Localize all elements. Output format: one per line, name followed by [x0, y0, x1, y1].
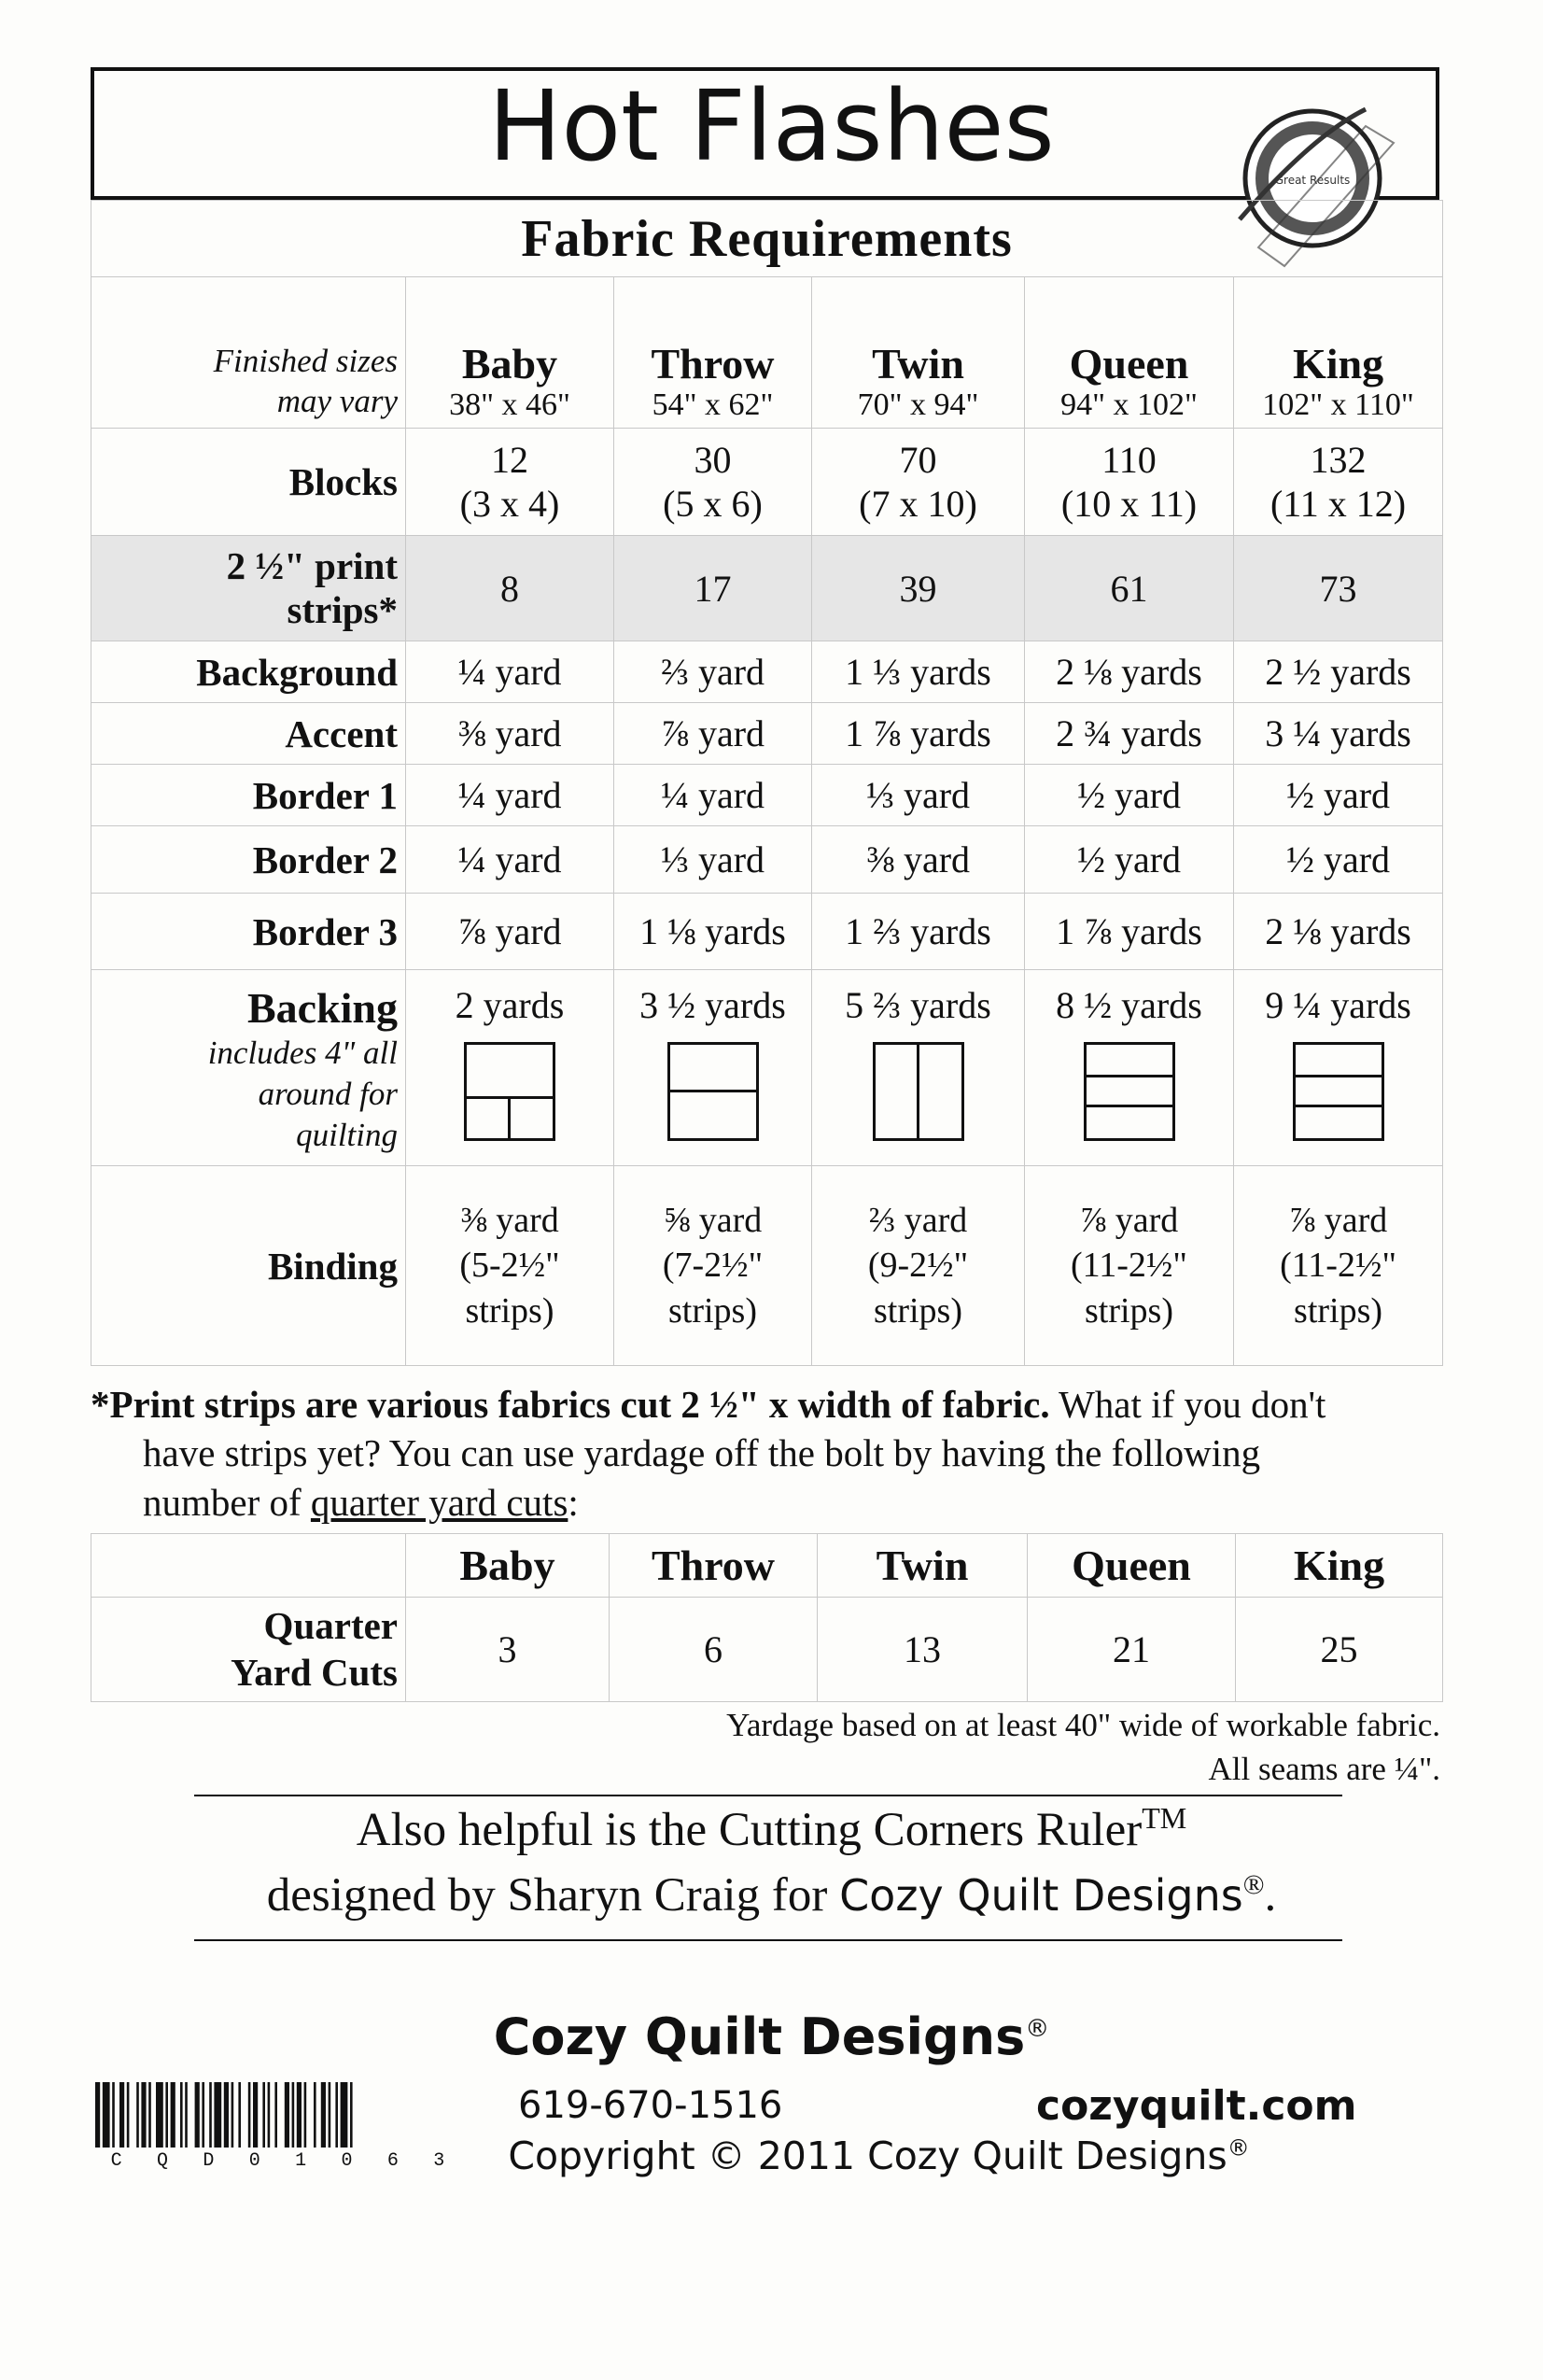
table-cell: 2 ¾ yards	[1025, 703, 1234, 765]
row-label: Border 3	[91, 894, 406, 970]
barcode-bar	[171, 2082, 175, 2148]
phone-number: 619-670-1516	[518, 2084, 783, 2127]
label-line: Quarter	[263, 1604, 398, 1648]
binding-strips-suffix: strips)	[465, 1290, 554, 1331]
label-line: Yard Cuts	[231, 1650, 398, 1694]
barcode-bar	[95, 2082, 100, 2148]
table-cell: ¼ yard	[406, 826, 614, 894]
yardage-note-line: Yardage based on at least 40" wide of workable fabric.	[726, 1707, 1440, 1743]
trademark-mark: TM	[1142, 1801, 1187, 1835]
footnote-text: :	[568, 1480, 579, 1524]
empty-cell	[91, 1534, 406, 1598]
table-cell	[614, 1166, 812, 1366]
print-strips-footnote	[91, 1380, 1435, 1527]
note-line: Finished sizes	[213, 342, 398, 379]
barcode-bar	[148, 2082, 151, 2148]
size-header-king	[1234, 277, 1443, 429]
barcode-bar	[195, 2082, 200, 2148]
barcode-bar	[165, 2082, 168, 2148]
registered-mark: ®	[1227, 2134, 1250, 2162]
table-cell	[1025, 970, 1234, 1166]
size-dims: 54" x 62"	[652, 387, 774, 422]
table-cell: 1 ⅔ yards	[812, 894, 1025, 970]
table-cell: ¼ yard	[614, 765, 812, 826]
table-cell: 2 ⅛ yards	[1025, 641, 1234, 703]
binding-yardage: ⅞ yard	[1288, 1200, 1388, 1240]
barcode-char: 1	[295, 2150, 307, 2172]
border1-row	[91, 765, 1443, 826]
border2-row	[91, 826, 1443, 894]
seam-line	[1296, 1075, 1382, 1077]
barcode-bar	[119, 2082, 124, 2148]
binding-yardage: ⅝ yard	[663, 1200, 763, 1240]
block-layout: (7 x 10)	[859, 483, 977, 525]
label-line: strips*	[287, 588, 398, 631]
barcode-bar	[297, 2082, 302, 2148]
divider	[194, 1939, 1342, 1941]
barcode-bar	[248, 2082, 251, 2148]
barcode-bar	[274, 2082, 277, 2148]
divider	[194, 1795, 1342, 1796]
table-cell: 13	[818, 1598, 1028, 1702]
qy-values-row	[91, 1598, 1443, 1702]
row-label: Border 2	[91, 826, 406, 894]
registered-mark: ®	[1025, 2015, 1050, 2043]
helpful-line	[0, 1797, 1543, 1863]
table-cell	[1234, 1166, 1443, 1366]
binding-row	[91, 1166, 1443, 1366]
barcode-bar	[185, 2082, 188, 2148]
barcode-bar	[341, 2082, 348, 2148]
row-label	[91, 970, 406, 1166]
barcode-bar	[321, 2082, 326, 2148]
note-line: around for	[258, 1075, 398, 1112]
table-cell: ¼ yard	[406, 641, 614, 703]
size-header-row	[91, 277, 1443, 429]
backing-seam-diagram	[873, 1042, 964, 1141]
table-cell	[812, 429, 1025, 536]
table-cell: 21	[1028, 1598, 1236, 1702]
footnote-text: What if you don't	[1049, 1383, 1326, 1426]
size-name: Queen	[1069, 340, 1189, 388]
barcode-bar	[231, 2082, 234, 2148]
yardage-note	[726, 1703, 1440, 1792]
seam-line	[508, 1096, 511, 1138]
table-cell	[1234, 429, 1443, 536]
backing-yardage: 5 ⅔ yards	[845, 984, 991, 1026]
block-count: 70	[899, 439, 937, 481]
helpful-line	[0, 1863, 1543, 1928]
barcode-bar	[202, 2082, 204, 2148]
helpful-note	[0, 1797, 1543, 1929]
barcode-bar	[103, 2082, 110, 2148]
backing-seam-diagram	[1293, 1042, 1384, 1141]
barcode-bar	[180, 2082, 183, 2148]
binding-strips-suffix: strips)	[874, 1290, 962, 1331]
binding-strips: (11-2½"	[1071, 1246, 1187, 1286]
table-cell: 1 ⅞ yards	[812, 703, 1025, 765]
qy-size-header: Throw	[610, 1534, 818, 1598]
table-cell: 73	[1234, 536, 1443, 641]
table-cell	[1025, 429, 1234, 536]
table-cell: ⅔ yard	[614, 641, 812, 703]
table-cell: 2 ⅛ yards	[1234, 894, 1443, 970]
block-layout: (3 x 4)	[459, 483, 560, 525]
barcode-bar	[156, 2082, 163, 2148]
seam-line	[1087, 1105, 1172, 1107]
binding-strips-suffix: strips)	[668, 1290, 757, 1331]
barcode-char: 6	[386, 2150, 399, 2172]
table-cell	[406, 429, 614, 536]
pattern-title: Hot Flashes	[488, 69, 1055, 183]
qy-size-header: Baby	[406, 1534, 610, 1598]
size-dims: 102" x 110"	[1262, 387, 1414, 422]
table-cell	[1025, 1166, 1234, 1366]
barcode-bar	[253, 2082, 258, 2148]
table-cell: ½ yard	[1234, 765, 1443, 826]
table-cell: 1 ⅛ yards	[614, 894, 812, 970]
table-cell: 1 ⅞ yards	[1025, 894, 1234, 970]
barcode-bar	[350, 2082, 353, 2148]
size-header-twin	[812, 277, 1025, 429]
table-cell: ¼ yard	[406, 765, 614, 826]
table-cell: ⅞ yard	[614, 703, 812, 765]
qy-size-header: King	[1236, 1534, 1443, 1598]
table-cell: 2 ½ yards	[1234, 641, 1443, 703]
row-label: Border 1	[91, 765, 406, 826]
footnote-bold: *Print strips are various fabrics cut 2 ½" x width of fabric.	[91, 1383, 1050, 1426]
logo-tagline: Great Results	[1274, 174, 1351, 187]
row-label: Blocks	[91, 429, 406, 536]
barcode-bar	[335, 2082, 338, 2148]
backing-yardage: 2 yards	[455, 984, 565, 1026]
qy-size-header: Twin	[818, 1534, 1028, 1598]
border3-row	[91, 894, 1443, 970]
backing-yardage: 3 ½ yards	[639, 984, 786, 1026]
table-cell: ½ yard	[1025, 765, 1234, 826]
barcode-char: Q	[157, 2150, 169, 2172]
table-cell: 3	[406, 1598, 610, 1702]
helpful-text: designed by Sharyn Craig for	[266, 1869, 840, 1922]
barcode-char: 0	[341, 2150, 353, 2172]
table-cell: ⅞ yard	[406, 894, 614, 970]
table-cell: ⅓ yard	[812, 765, 1025, 826]
label-line: Backing	[246, 984, 398, 1032]
table-cell: 25	[1236, 1598, 1443, 1702]
block-layout: (5 x 6)	[663, 483, 763, 525]
barcode-char: D	[203, 2150, 215, 2172]
table-cell: 61	[1025, 536, 1234, 641]
seam-line	[670, 1090, 756, 1092]
label-line: 2 ½" print	[226, 543, 398, 587]
backing-seam-diagram	[667, 1042, 759, 1141]
backing-seam-diagram	[1084, 1042, 1175, 1141]
note-line: includes 4" all	[207, 1035, 398, 1071]
row-label: Binding	[91, 1166, 406, 1366]
barcode-bar	[238, 2082, 241, 2148]
row-label	[91, 1598, 406, 1702]
table-cell: 17	[614, 536, 812, 641]
registered-mark: ®	[1242, 1869, 1265, 1901]
size-dims: 70" x 94"	[857, 387, 979, 422]
backing-seam-diagram	[464, 1042, 555, 1141]
qy-size-header: Queen	[1028, 1534, 1236, 1598]
footnote-line: have strips yet? You can use yardage off the bolt by having the following	[143, 1431, 1261, 1475]
size-name: Twin	[872, 340, 964, 388]
binding-yardage: ⅜ yard	[460, 1200, 559, 1240]
table-cell: ½ yard	[1025, 826, 1234, 894]
size-name: Baby	[461, 340, 558, 388]
brand-name: Cozy Quilt Designs	[493, 2007, 1026, 2066]
size-dims: 38" x 46"	[449, 387, 570, 422]
binding-strips: (7-2½"	[662, 1246, 764, 1286]
footer-brand	[0, 2007, 1543, 2066]
table-cell: ⅜ yard	[406, 703, 614, 765]
table-cell	[1234, 970, 1443, 1166]
helpful-text: Also helpful is the Cutting Corners Ruler	[356, 1804, 1143, 1856]
binding-strips: (5-2½"	[459, 1246, 560, 1286]
barcode-char: 0	[248, 2150, 260, 2172]
table-cell	[812, 1166, 1025, 1366]
table-cell: ⅓ yard	[614, 826, 812, 894]
table-cell	[406, 1166, 614, 1366]
barcode-bar	[314, 2082, 316, 2148]
brand-name: Cozy Quilt Designs	[839, 1870, 1243, 1922]
copyright-text: Copyright © 2011 Cozy Quilt Designs	[508, 2134, 1227, 2178]
note-line: may vary	[276, 383, 398, 420]
row-label: Background	[91, 641, 406, 703]
block-count: 12	[491, 439, 528, 481]
table-cell: 1 ⅓ yards	[812, 641, 1025, 703]
binding-yardage: ⅔ yard	[868, 1200, 968, 1240]
barcode-bar	[112, 2082, 115, 2148]
block-count: 110	[1101, 439, 1157, 481]
row-label: Accent	[91, 703, 406, 765]
binding-strips-suffix: strips)	[1085, 1290, 1173, 1331]
size-header-queen	[1025, 277, 1234, 429]
table-cell	[614, 970, 812, 1166]
backing-yardage: 9 ¼ yards	[1265, 984, 1411, 1026]
table-cell: 39	[812, 536, 1025, 641]
backing-row	[91, 970, 1443, 1166]
block-layout: (10 x 11)	[1060, 483, 1198, 525]
barcode-bar	[268, 2082, 271, 2148]
subtitle-cell	[91, 201, 1443, 277]
barcode-bar	[292, 2082, 295, 2148]
blocks-row	[91, 429, 1443, 536]
table-cell: 3 ¼ yards	[1234, 703, 1443, 765]
quarter-yard-cuts-term: quarter yard cuts	[310, 1480, 568, 1524]
binding-strips: (11-2½"	[1280, 1246, 1396, 1286]
table-cell: ½ yard	[1234, 826, 1443, 894]
qy-header-row	[91, 1534, 1443, 1598]
size-header-throw	[614, 277, 812, 429]
seam-line	[1296, 1105, 1382, 1107]
size-name: Throw	[651, 340, 775, 388]
subtitle: Fabric Requirements	[521, 209, 1013, 268]
barcode-bar	[329, 2082, 331, 2148]
helpful-text: .	[1264, 1869, 1277, 1922]
barcode-bar	[141, 2082, 146, 2148]
footnote-line	[91, 1478, 1435, 1527]
barcode-char: 3	[433, 2150, 445, 2172]
footnote-text: number of	[143, 1480, 311, 1524]
barcode-bar	[136, 2082, 139, 2148]
size-dims: 94" x 102"	[1060, 387, 1198, 422]
backing-yardage: 8 ½ yards	[1056, 984, 1202, 1026]
table-cell	[812, 970, 1025, 1166]
barcode-text	[93, 2150, 462, 2172]
table-cell: ⅜ yard	[812, 826, 1025, 894]
table-cell	[614, 429, 812, 536]
barcode-char: C	[110, 2150, 122, 2172]
barcode-bar	[224, 2082, 229, 2148]
size-name: King	[1292, 340, 1384, 388]
barcode-bar	[262, 2082, 265, 2148]
seam-line	[917, 1045, 919, 1138]
fabric-requirements-table	[91, 200, 1442, 1365]
block-count: 30	[694, 439, 732, 481]
barcode-bar	[304, 2082, 307, 2148]
accent-row	[91, 703, 1443, 765]
binding-strips: (9-2½"	[867, 1246, 969, 1286]
row-label	[91, 536, 406, 641]
binding-yardage: ⅞ yard	[1079, 1200, 1179, 1240]
table-cell: 6	[610, 1598, 818, 1702]
block-count: 132	[1310, 439, 1367, 481]
barcode-bar	[209, 2082, 212, 2148]
block-layout: (11 x 12)	[1269, 483, 1407, 525]
barcode-bar	[127, 2082, 130, 2148]
note-line: quilting	[296, 1116, 398, 1153]
print-strips-row	[91, 536, 1443, 641]
background-row	[91, 641, 1443, 703]
barcode-bar	[285, 2082, 289, 2148]
binding-strips-suffix: strips)	[1294, 1290, 1383, 1331]
finished-sizes-note	[91, 277, 406, 429]
quarter-yard-cuts-table	[91, 1533, 1442, 1701]
table-cell	[406, 970, 614, 1166]
barcode-bar	[214, 2082, 221, 2148]
website[interactable]: cozyquilt.com	[1036, 2082, 1357, 2130]
seam-line	[1087, 1075, 1172, 1077]
table-cell: 8	[406, 536, 614, 641]
yardage-note-line: All seams are ¼".	[1208, 1751, 1440, 1788]
size-header-baby	[406, 277, 614, 429]
